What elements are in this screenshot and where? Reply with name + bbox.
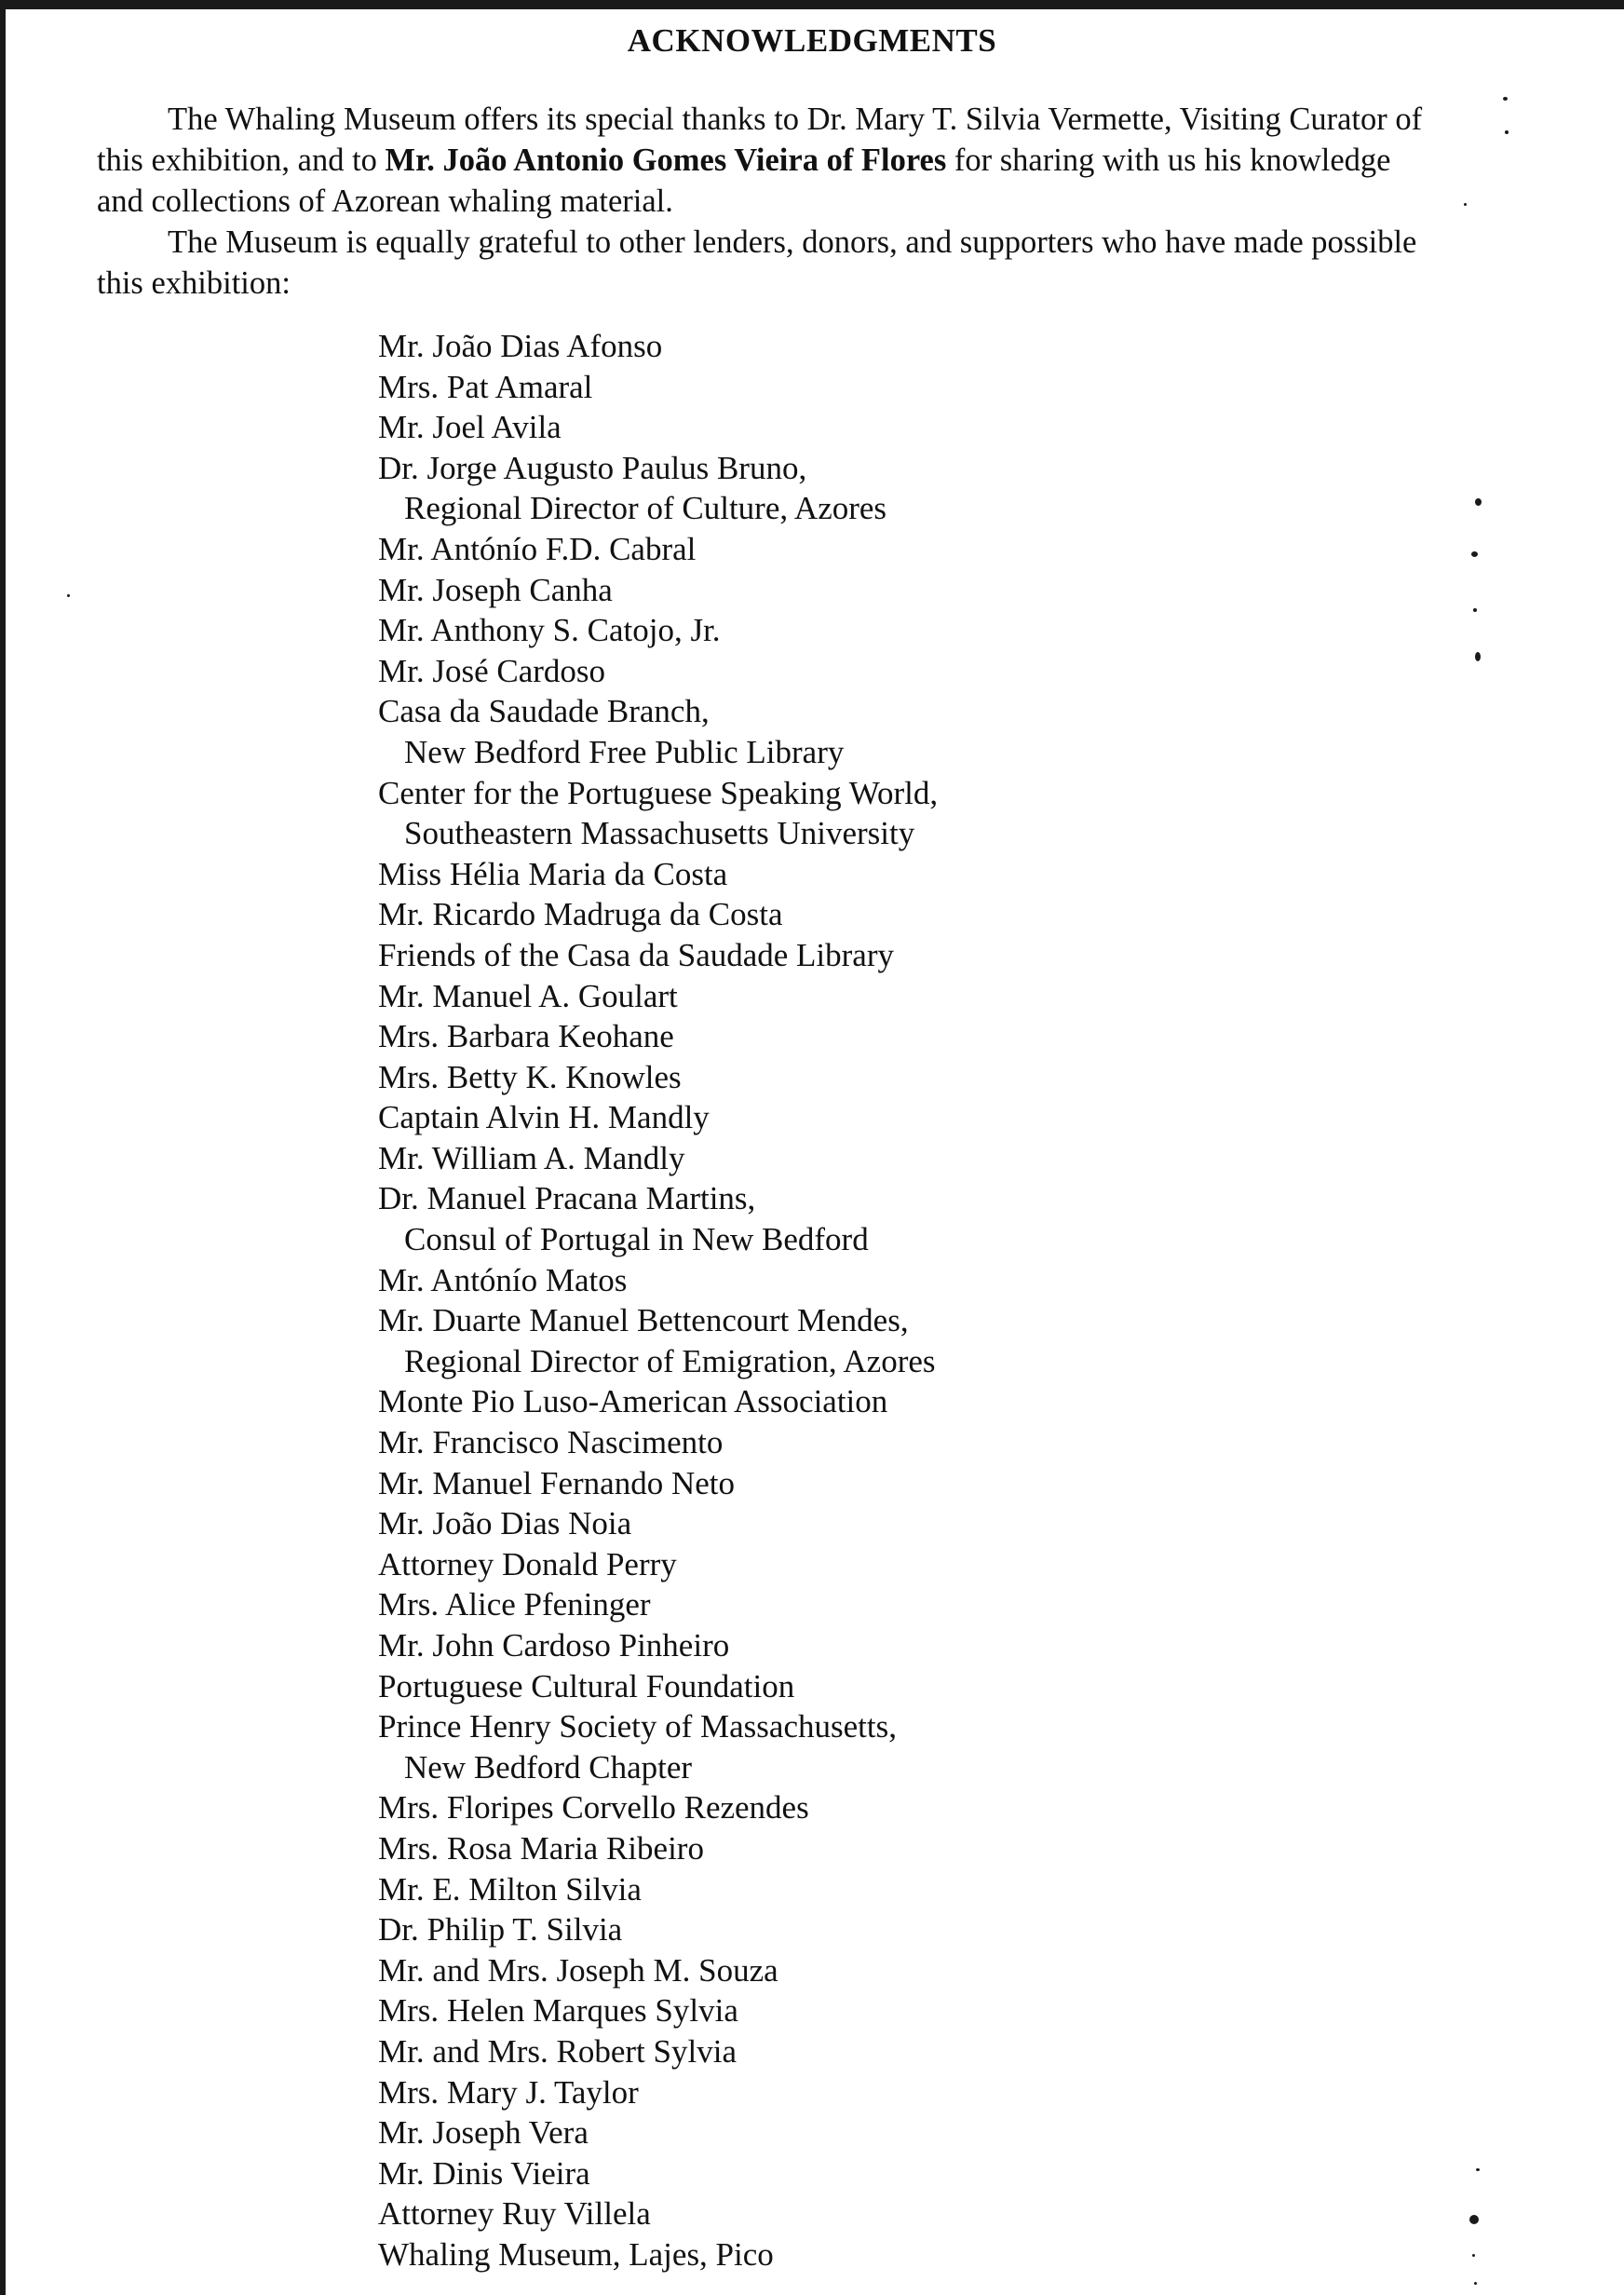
scan-speck	[1475, 652, 1481, 661]
intro-paragraph-2: The Museum is equally grateful to other lenders, donors, and supporters who have made possible this exhibition:	[97, 224, 1417, 301]
list-item: Attorney Donald Perry	[378, 1545, 677, 1582]
scan-speck	[1469, 2215, 1479, 2224]
list-item: Mr. Duarte Manuel Bettencourt Mendes,	[378, 1302, 909, 1339]
scan-speck	[1473, 608, 1477, 612]
list-item-continuation: New Bedford Chapter	[404, 1748, 693, 1786]
list-item: Center for the Portuguese Speaking World,	[378, 774, 939, 811]
list-item: Portuguese Cultural Foundation	[378, 1667, 795, 1704]
scan-speck	[1503, 97, 1508, 101]
list-item-continuation: New Bedford Free Public Library	[404, 733, 845, 770]
scan-speck	[1471, 551, 1478, 557]
list-item: Mr. and Mrs. Robert Sylvia	[378, 2032, 737, 2070]
list-item: Mr. João Dias Noia	[378, 1505, 632, 1542]
list-item: Whaling Museum, Lajes, Pico	[378, 2235, 774, 2273]
list-item: Mrs. Floripes Corvello Rezendes	[378, 1789, 809, 1826]
intro-p1-bold-name: Mr. João Antonio Gomes Vieira of Flores	[385, 143, 947, 178]
intro-text	[97, 99, 1438, 304]
list-item-continuation: Regional Director of Culture, Azores	[404, 490, 887, 527]
list-item: Captain Alvin H. Mandly	[378, 1099, 710, 1136]
list-item: Friends of the Casa da Saudade Library	[378, 936, 895, 973]
list-item: Mrs. Betty K. Knowles	[378, 1058, 682, 1095]
scan-speck	[67, 594, 70, 597]
list-item: Mr. William A. Mandly	[378, 1139, 685, 1176]
list-item: Mr. José Cardoso	[378, 652, 606, 689]
intro-p1-end: for sharing with us his knowledge and collections of Azorean whaling material.	[97, 143, 1391, 219]
list-item: Mr. João Dias Afonso	[378, 328, 663, 364]
list-item-continuation: Regional Director of Emigration, Azores	[404, 1342, 936, 1379]
list-item: Mr. John Cardoso Pinheiro	[378, 1627, 730, 1664]
list-item: Casa da Saudade Branch,	[378, 693, 710, 730]
list-item: Mr. Ricardo Madruga da Costa	[378, 896, 783, 933]
intro-p1-start: The Whaling Museum offers its special thanks to Dr. Mary T. Silvia Vermette, Visiting Curator of this exhibition, and to	[97, 102, 1423, 178]
list-item: Mrs. Helen Marques Sylvia	[378, 1992, 738, 2030]
list-item: Mr. Manuel Fernando Neto	[378, 1464, 735, 1501]
list-item-continuation: Consul of Portugal in New Bedford	[404, 1221, 869, 1258]
list-item: Prince Henry Society of Massachusetts,	[378, 1708, 897, 1745]
lenders-list	[378, 326, 1216, 2275]
scan-speck	[1474, 2282, 1477, 2285]
list-item: Dr. Philip T. Silvia	[378, 1911, 623, 1949]
list-item: Mr. Dinis Vieira	[378, 2154, 590, 2192]
list-item: Dr. Jorge Augusto Paulus Bruno,	[378, 449, 807, 486]
scan-speck	[1472, 2254, 1475, 2257]
list-item: Mrs. Rosa Maria Ribeiro	[378, 1829, 704, 1867]
list-item: Mr. Joseph Canha	[378, 571, 613, 608]
list-item: Mr. and Mrs. Joseph M. Souza	[378, 1951, 778, 1989]
list-item: Mrs. Barbara Keohane	[378, 1018, 674, 1055]
list-item: Mr. Francisco Nascimento	[378, 1424, 724, 1461]
list-item: Mr. Antónío Matos	[378, 1261, 628, 1298]
scan-speck	[1475, 498, 1482, 506]
scan-speck	[1464, 203, 1467, 206]
list-item-continuation: Southeastern Massachusetts University	[404, 815, 915, 852]
list-item: Mr. Joel Avila	[378, 409, 562, 446]
scan-speck	[1476, 2168, 1480, 2171]
page-border-left	[0, 0, 6, 2295]
page-title: ACKNOWLEDGMENTS	[627, 22, 997, 59]
list-item: Attorney Ruy Villela	[378, 2195, 651, 2233]
list-item: Mr. Joseph Vera	[378, 2114, 589, 2152]
list-item: Mrs. Pat Amaral	[378, 368, 593, 405]
list-item: Mr. Antónío F.D. Cabral	[378, 530, 697, 567]
list-item: Mrs. Mary J. Taylor	[378, 2073, 639, 2111]
list-item: Mr. Manuel A. Goulart	[378, 977, 678, 1014]
list-item: Monte Pio Luso-American Association	[378, 1383, 888, 1420]
intro-paragraph-1	[97, 99, 1438, 222]
scan-speck	[1505, 130, 1509, 134]
list-item: Mrs. Alice Pfeninger	[378, 1586, 651, 1623]
list-item: Miss Hélia Maria da Costa	[378, 855, 728, 892]
list-item: Mr. Anthony S. Catojo, Jr.	[378, 612, 721, 649]
list-item: Dr. Manuel Pracana Martins,	[378, 1180, 756, 1217]
list-item: Mr. E. Milton Silvia	[378, 1870, 642, 1908]
page-border-top	[0, 0, 1624, 9]
